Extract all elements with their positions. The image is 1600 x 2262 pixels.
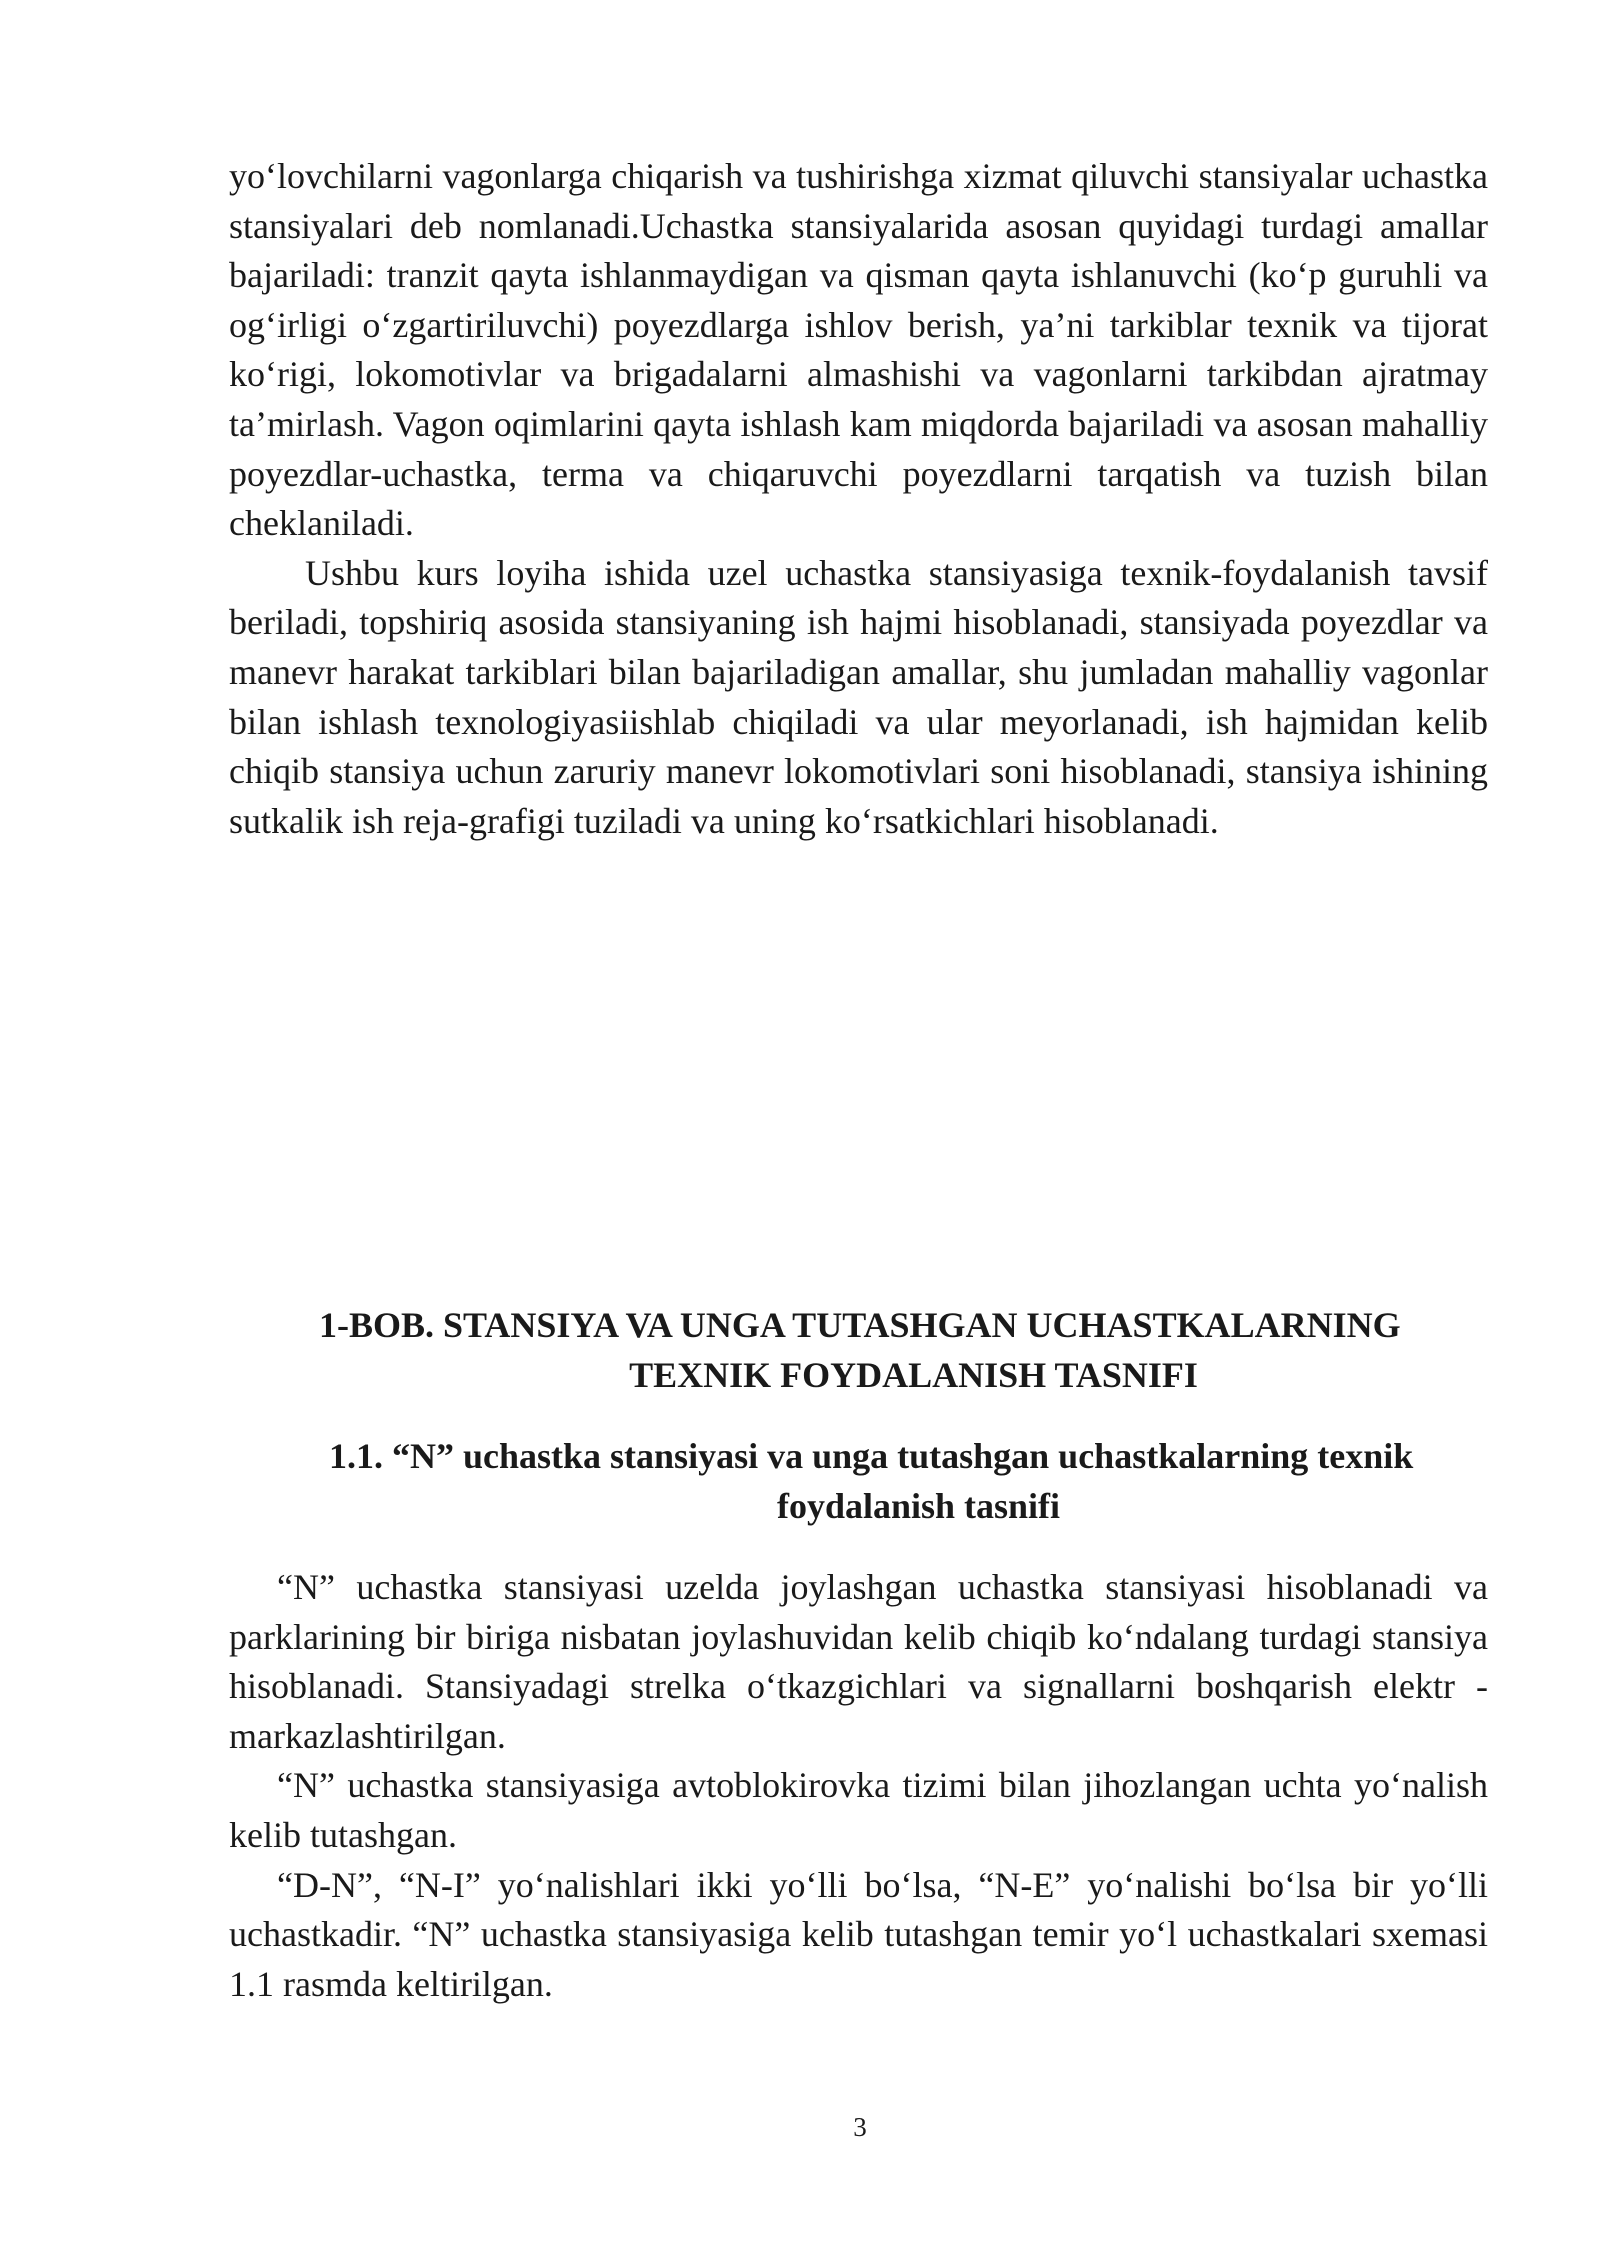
section-paragraph-1: “N” uchastka stansiyasi uzelda joylashgan uchastka stansiyasi hisoblanadi va parklarining bir biriga nisbatan joylashuvidan kelib chiqib ko‘ndalang turdagi stansiya hisoblanadi. Stansiyadagi strelka o‘tkazgichlari va signallarni boshqarish elektr - markazlashtirilgan. (229, 1567, 1488, 1756)
section-paragraph-2: “N” uchastka stansiyasiga avtoblokirovka tizimi bilan jihozlangan uchta yo‘nalish kelib tutashgan. (229, 1765, 1488, 1855)
section-title (229, 1431, 1488, 1531)
section-body (229, 1563, 1488, 2009)
section-title-line-1: 1.1. “N” uchastka stansiyasi va unga tutashgan uchastkalarning texnik (329, 1436, 1414, 1476)
chapter-title-line-1: 1-BOB. STANSIYA VA UNGA TUTASHGAN UCHASTKALARNING (319, 1305, 1401, 1345)
section-title-line-2: foydalanish tasnifi (776, 1486, 1061, 1526)
section-paragraph-3: “D-N”, “N-I” yo‘nalishlari ikki yo‘lli bo‘lsa, “N-E” yo‘nalishi bo‘lsa bir yo‘lli uchastkadir. “N” uchastka stansiyasiga kelib tutashgan temir yo‘l uchastkalari sxemasi 1.1 rasmda keltirilgan. (229, 1864, 1488, 2004)
page-number: 3 (853, 2112, 867, 2142)
intro-text (229, 152, 1488, 846)
chapter-title (229, 1300, 1488, 1400)
intro-paragraph-2: Ushbu kurs loyiha ishida uzel uchastka stansiyasiga texnik-foydalanish tavsif beriladi, topshiriq asosida stansiyaning ish hajmi hisoblanadi, stansiyada poyezdlar va manevr harakat tarkiblari bilan bajariladigan amallar, shu jumladan mahalliy vagonlar bilan ishlash texnologiyasiishlab chiqiladi va ular meyorlanadi, ish hajmidan kelib chiqib stansiya uchun zaruriy manevr lokomotivlari soni hisoblanadi, stansiya ishining sutkalik ish reja-grafigi tuziladi va uning ko‘rsatkichlari hisoblanadi. (229, 552, 1488, 841)
chapter-title-line-2: TEXNIK FOYDALANISH TASNIFI (629, 1355, 1198, 1395)
intro-paragraph-1: yo‘lovchilarni vagonlarga chiqarish va tushirishga xizmat qiluvchi stansiyalar uchastka stansiyalari deb nomlanadi.Uchastka stansiyalarida asosan quyidagi turdagi amallar bajariladi: tranzit qayta ishlanmaydigan va qisman qayta ishlanuvchi (ko‘p guruhli va og‘irligi o‘zgartiriluvchi) poyezdlarga ishlov berish, ya’ni tarkiblar texnik va tijorat ko‘rigi, lokomotivlar va brigadalarni almashishi va vagonlarni tarkibdan ajratmay ta’mirlash. Vagon oqimlarini qayta ishlash kam miqdorda bajariladi va asosan mahalliy poyezdlar-uchastka, terma va chiqaruvchi poyezdlarni tarqatish va tuzish bilan cheklaniladi. (229, 156, 1488, 544)
